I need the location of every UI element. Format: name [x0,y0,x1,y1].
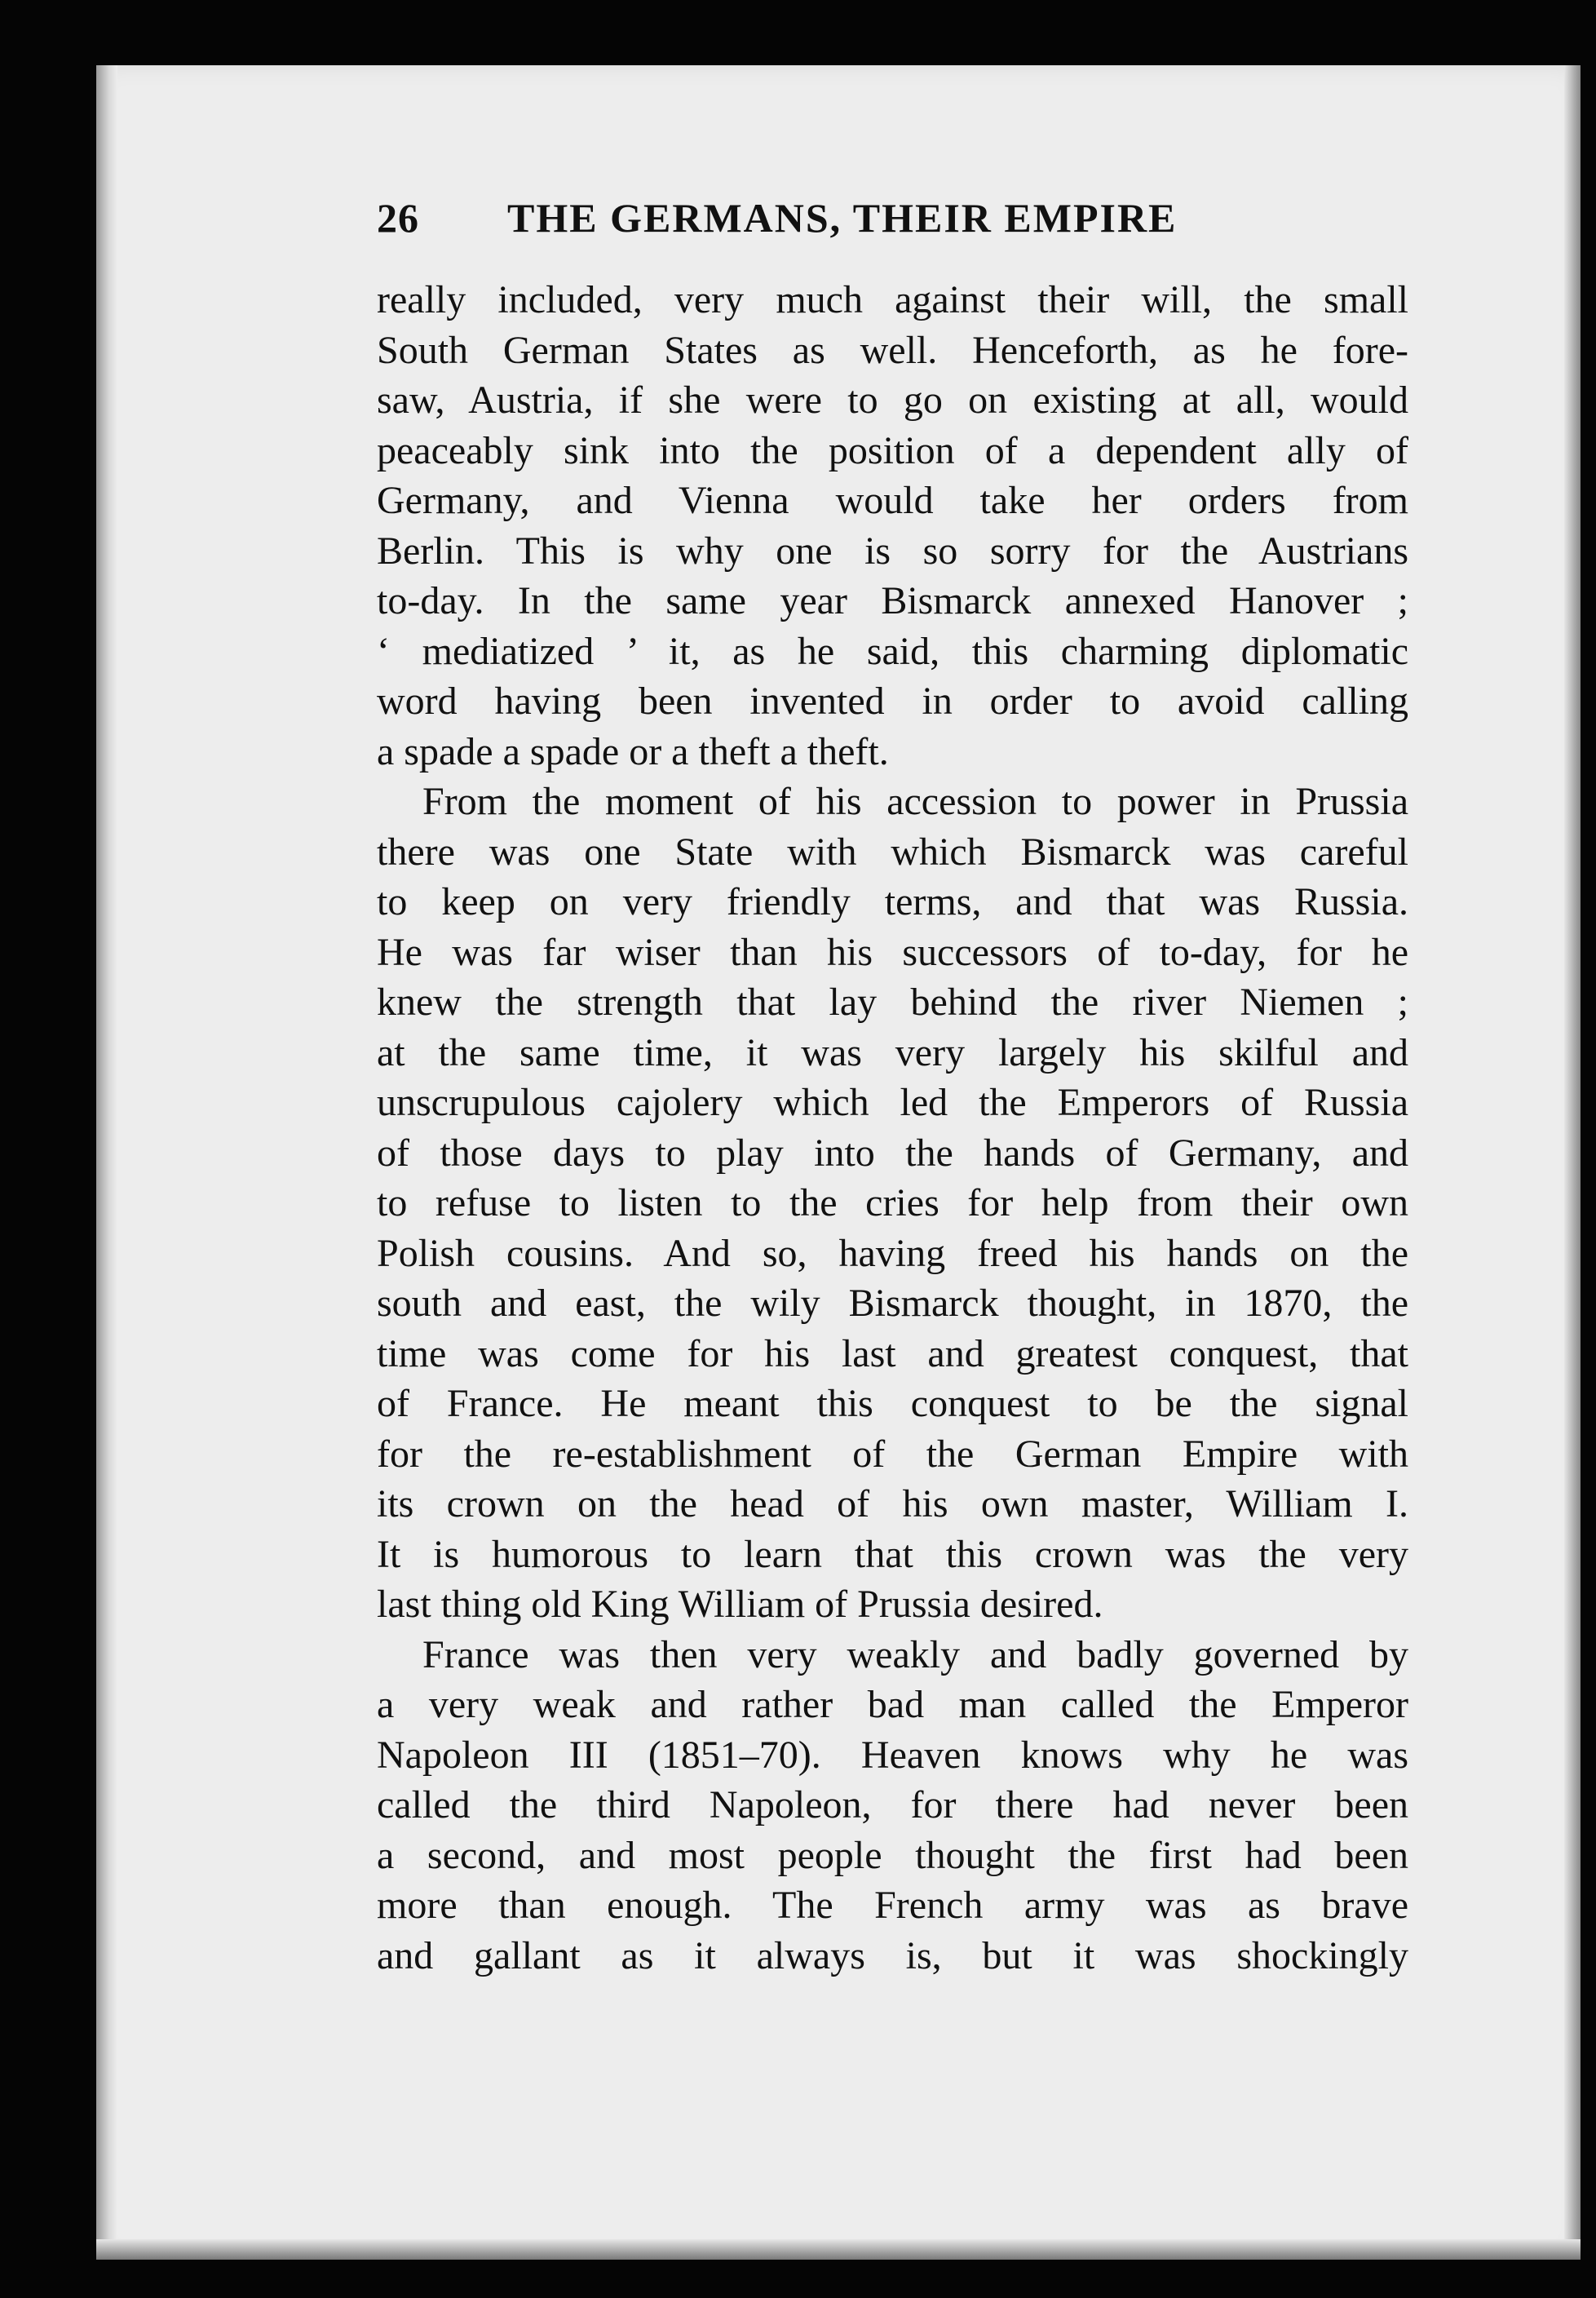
text-line: Napoleon III (1851–70). Heaven knows why he was [377,1733,1408,1777]
page-right-edge [1564,65,1581,2260]
text-line: called the third Napoleon, for there had never been [377,1783,1408,1826]
text-line: of those days to play into the hands of Germany, and [377,1131,1408,1175]
text-line: time was come for his last and greatest conquest, that [377,1331,1408,1375]
text-line: Polish cousins. And so, having freed his hands on the [377,1231,1408,1275]
text-line: a very weak and rather bad man called the Emperor [377,1683,1408,1726]
text-line: Germany, and Vienna would take her orders from [377,479,1408,522]
text-line: of France. He meant this conquest to be the signal [377,1382,1408,1425]
paragraph-start-line: France was then very weakly and badly governed by [422,1632,1408,1676]
text-line: at the same time, it was very largely his skilful and [377,1030,1408,1074]
page-gutter-shadow [96,65,117,2260]
text-line: knew the strength that lay behind the river Niemen ; [377,981,1408,1024]
text-line: a spade a spade or a theft a theft. [377,729,889,773]
paragraph-start-line: From the moment of his accession to power in Prussia [422,780,1408,823]
text-line: a second, and most people thought the first had been [377,1833,1408,1877]
body-text [377,275,1408,1981]
text-line: more than enough. The French army was as brave [377,1884,1408,1927]
text-line: word having been invented in order to avoid calling [377,680,1408,723]
text-line: to-day. In the same year Bismarck annexed Hanover ; [377,579,1408,622]
text-line: south and east, the wily Bismarck thought, in 1870, the [377,1282,1408,1325]
text-line: its crown on the head of his own master, William I. [377,1482,1408,1525]
text-line: He was far wiser than his successors of to-day, for he [377,930,1408,974]
text-line: for the re-establishment of the German Empire with [377,1432,1408,1476]
text-line: South German States as well. Henceforth, as he fore- [377,328,1408,372]
page-bottom-edge [96,2239,1581,2260]
text-line: really included, very much against their will, the small [377,278,1408,321]
text-line: peaceably sink into the position of a dependent ally of [377,428,1408,472]
text-line: to keep on very friendly terms, and that was Russia. [377,880,1408,923]
text-line: saw, Austria, if she were to go on existing at all, would [377,379,1408,422]
text-line: ‘ mediatized ’ it, as he said, this charming diplomatic [377,629,1408,673]
running-title: THE GERMANS, THEIR EMPIRE [507,195,1178,241]
text-line: to refuse to listen to the cries for help from their own [377,1181,1408,1224]
text-line: last thing old King William of Prussia desired. [377,1583,1103,1626]
running-head [377,194,1408,251]
text-line: unscrupulous cajolery which led the Emperors of Russia [377,1081,1408,1124]
text-line: It is humorous to learn that this crown was the very [377,1532,1408,1576]
text-line: and gallant as it always is, but it was shockingly [377,1933,1408,1977]
text-line: Berlin. This is why one is so sorry for the Austrians [377,529,1408,573]
text-line: there was one State with which Bismarck was careful [377,830,1408,874]
page-number: 26 [377,195,419,241]
